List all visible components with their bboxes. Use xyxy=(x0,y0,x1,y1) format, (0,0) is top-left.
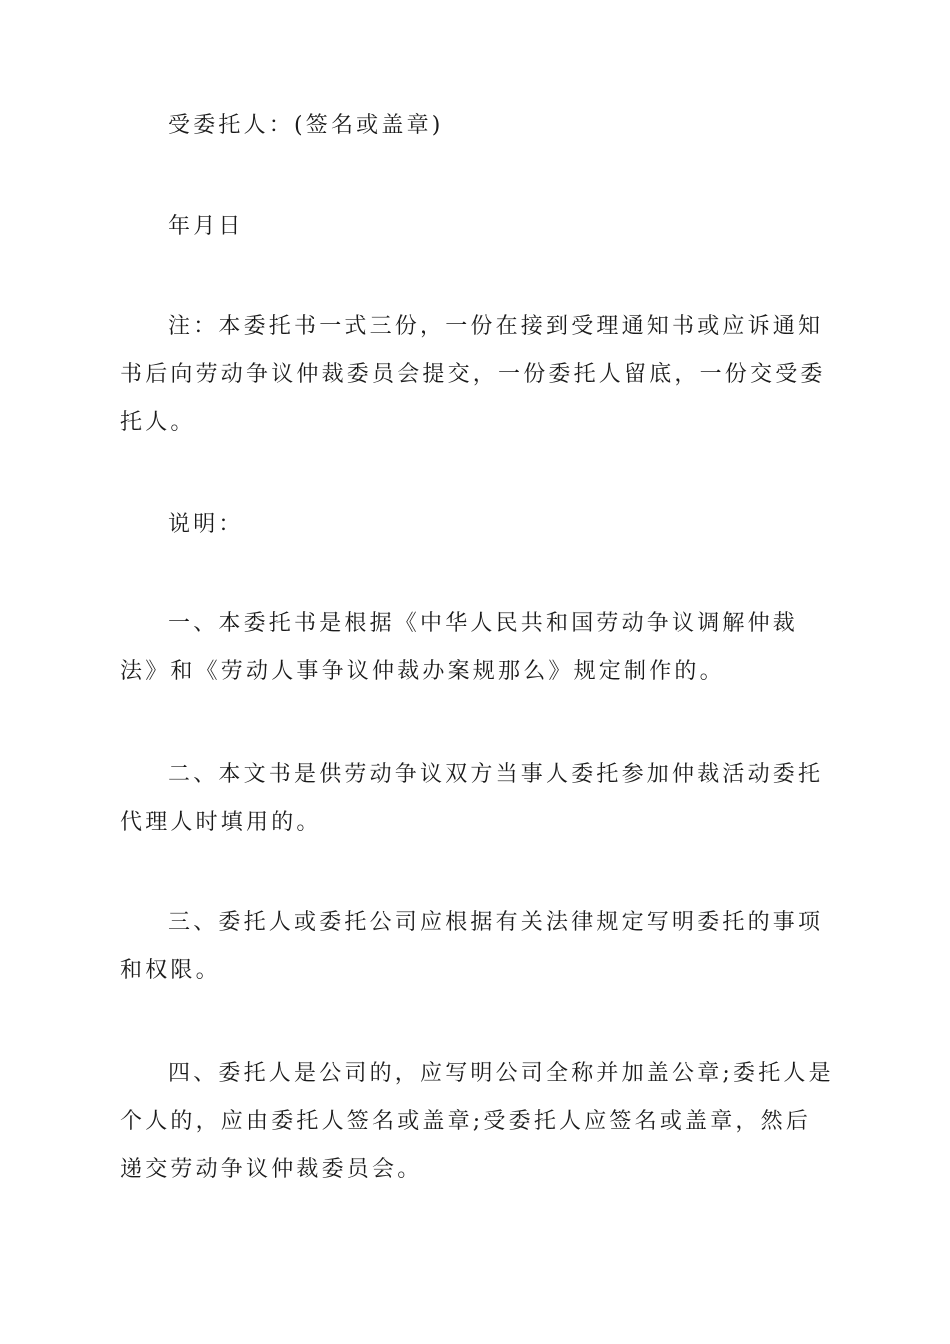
note-paragraph: 注：本委托书一式三份，一份在接到受理通知书或应诉通知书后向劳动争议仲裁委员会提交，一份委托人留底，一份交受委托人。 xyxy=(120,314,826,435)
explanation-heading: 说明： xyxy=(168,512,244,537)
agent-signature-line: 受委托人：(签名或盖章) xyxy=(168,113,444,138)
explanation-item-1: 一、本委托书是根据《中华人民共和国劳动争议调解仲裁法》和《劳动人事争议仲裁办案规那么》规定制作的。 xyxy=(120,611,799,684)
explanation-item-4: 四、委托人是公司的，应写明公司全称并加盖公章;委托人是个人的，应由委托人签名或盖章;受委托人应签名或盖章，然后递交劳动争议仲裁委员会。 xyxy=(120,1061,834,1182)
date-line: 年月日 xyxy=(168,214,244,239)
explanation-item-2: 二、本文书是供劳动争议双方当事人委托参加仲裁活动委托代理人时填用的。 xyxy=(120,762,824,835)
explanation-item-3: 三、委托人或委托公司应根据有关法律规定写明委托的事项和权限。 xyxy=(120,910,824,983)
